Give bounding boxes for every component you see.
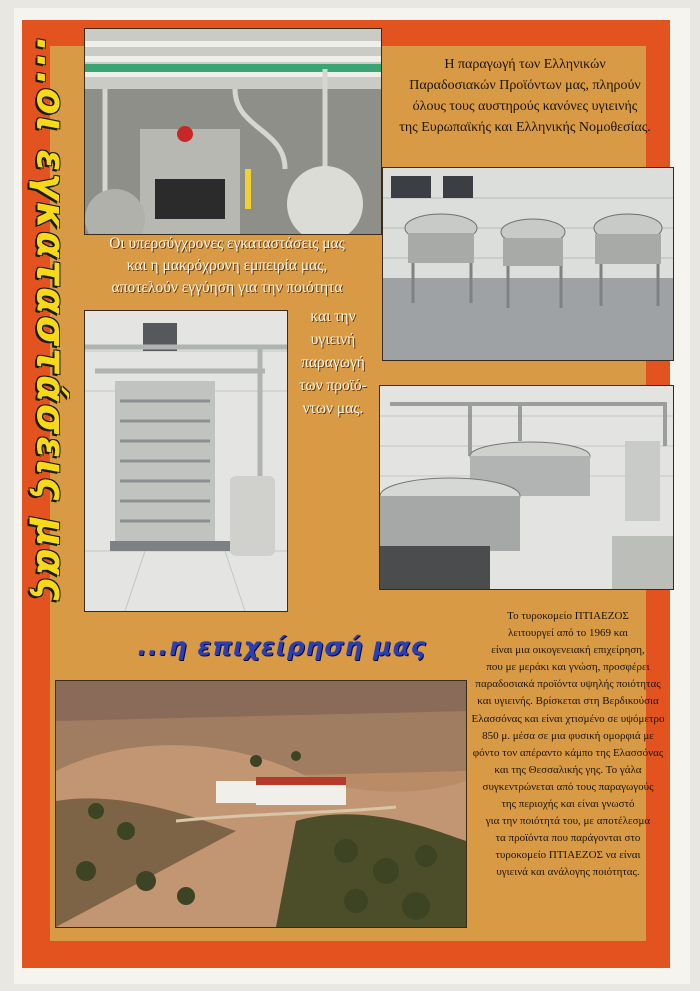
company-line: Το τυροκομείο ΠΤΙΑΕΖΟΣ (507, 610, 629, 622)
company-line: και της Θεσσαλικής γης. Το γάλα (494, 763, 642, 776)
company-line: Ελασσόνας και είναι χτισμένο σε υψόμετρο (471, 712, 665, 725)
photo-equipment-top (84, 28, 382, 235)
side-title (22, 20, 72, 620)
intro-line: Η παραγωγή των Ελληνικών (444, 57, 606, 72)
photo-aerial-landscape (55, 680, 467, 928)
business-title: ...η επιχείρησή μας (137, 632, 427, 661)
company-line: είναι μια οικογενειακή επιχείρηση, (491, 644, 645, 657)
installations-line: των προϊό- (299, 377, 367, 394)
installations-line: και την (310, 308, 356, 325)
company-line: της περιοχής και είναι γνωστό (501, 798, 635, 811)
company-line: υγιεινά και ανάλογης ποιότητας. (496, 866, 640, 879)
company-line: που με μεράκι και γνώση, προσφέρει (486, 661, 650, 674)
installations-line: ντων μας. (302, 400, 364, 417)
photo-kettles (382, 167, 674, 361)
photo-heat-exchanger (84, 310, 288, 612)
company-description (468, 608, 668, 882)
company-line: 850 μ. μέσα σε μια φυσική ομορφιά με (482, 729, 654, 742)
company-line: φόντο τον απέραντο κάμπο της Ελασσόνας (472, 746, 664, 759)
installations-line: παραγωγή (301, 354, 365, 371)
photo-tanks (379, 385, 674, 590)
installations-line: υγιεινή (310, 331, 356, 348)
company-line: για την ποιότητά του, με αποτέλεσμα (485, 815, 651, 828)
company-line: συγκεντρώνεται από τους παραγωγούς (482, 780, 654, 793)
installations-line: και η μακρόχρονη εμπειρία μας, (126, 257, 328, 274)
installations-text-continued (292, 305, 374, 420)
intro-line: Παραδοσιακών Προϊόντων μας, πληρούν (409, 78, 641, 93)
side-title-text: ...οι εγκαταστάσεις μας (27, 37, 73, 603)
intro-line: της Ευρωπαϊκής και Ελληνικής Νομοθεσίας. (399, 120, 651, 135)
installations-line: Οι υπερσύγχρονες εγκαταστάσεις μας (109, 235, 345, 252)
intro-text (385, 54, 665, 138)
installations-text (82, 233, 372, 299)
company-line: λειτουργεί από το 1969 και (508, 627, 628, 640)
intro-line: όλους τους αυστηρούς κανόνες υγιεινής (412, 99, 638, 114)
company-line: τυροκομείο ΠΤΙΑΕΖΟΣ να είναι (495, 849, 641, 862)
company-line: και υγιεινής. Βρίσκεται στη Βερδικούσια (477, 695, 659, 708)
company-line: παραδοσιακά προϊόντα υψηλής ποιότητας (475, 678, 661, 691)
company-line: τα προϊόντα που παράγονται στο (495, 832, 641, 845)
installations-line: αποτελούν εγγύηση για την ποιότητα (111, 279, 343, 296)
